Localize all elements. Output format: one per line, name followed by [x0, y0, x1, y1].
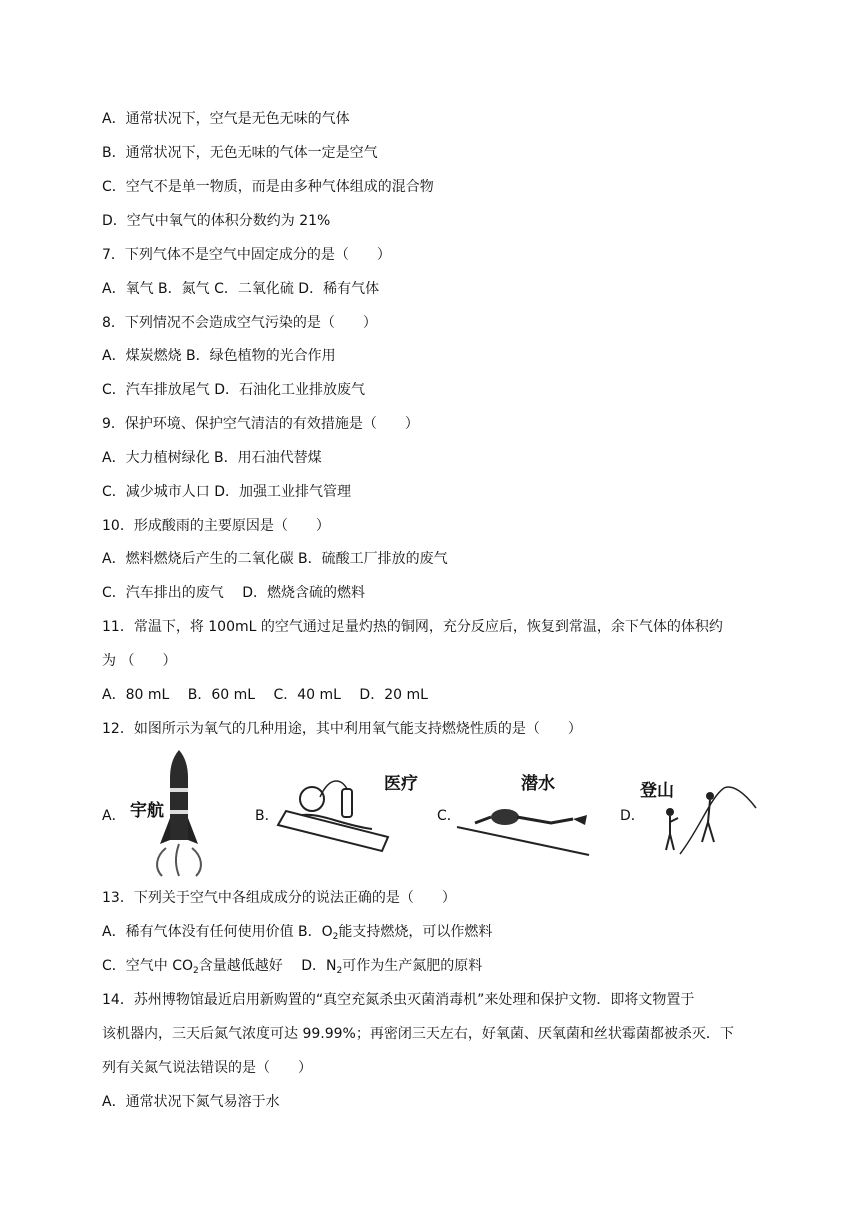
figure-label-diving: 潜水 [521, 774, 555, 794]
q9-options-ab: A．大力植树绿化 B．用石油代替煤 [102, 450, 322, 466]
q6-option-b: B．通常状况下，无色无味的气体一定是空气 [102, 145, 378, 161]
figure-label-space: 宇航 [130, 801, 164, 821]
rocket-illustration [126, 748, 232, 878]
q14-option-a: A．通常状况下氮气易溶于水 [102, 1094, 280, 1110]
q13-options-cd: C．空气中 $CO_2$含量越低越好 D．$N_2$可作为生产氮肥的原料 [102, 958, 483, 976]
figure-label-climbing: 登山 [640, 781, 674, 801]
q8-options-ab: A．煤炭燃烧 B．绿色植物的光合作用 [102, 348, 336, 364]
medical-illustration [272, 765, 422, 857]
q10-options-ab: A．燃料燃烧后产生的二氧化碳 B．硫酸工厂排放的废气 [102, 551, 448, 567]
q14-stem-cont2: 列有关氮气说法错误的是（ ） [102, 1060, 312, 1076]
q11-options: A．80 mL B．60 mL C．40 mL D．20 mL [102, 687, 428, 703]
q9-stem: 9．保护环境、保护空气清洁的有效措施是（ ） [102, 416, 419, 432]
diving-illustration [455, 765, 590, 860]
climbing-illustration [640, 768, 758, 858]
q10-options-cd: C．汽车排出的废气 D．燃烧含硫的燃料 [102, 585, 366, 601]
q14-stem-cont: 该机器内，三天后氮气浓度可达 99.99%；再密闭三天左右，好氧菌、厌氧菌和丝状霉菌都被杀灭．下 [102, 1026, 734, 1042]
q10-stem: 10．形成酸雨的主要原因是（ ） [102, 518, 330, 534]
q7-options: A．氧气 B．氮气 C．二氧化硫 D．稀有气体 [102, 281, 380, 297]
q8-stem: 8．下列情况不会造成空气污染的是（ ） [102, 315, 377, 331]
q14-stem: 14．苏州博物馆最近启用新购置的“真空充氮杀虫灭菌消毒机”来处理和保护文物．即将文物置于 [102, 992, 695, 1008]
q9-options-cd: C．减少城市人口 D．加强工业排气管理 [102, 484, 352, 500]
q6-option-a: A．通常状况下，空气是无色无味的气体 [102, 111, 350, 127]
q6-option-d: D．空气中氧气的体积分数约为 21% [102, 213, 331, 229]
figure-label-medical: 医疗 [384, 774, 418, 794]
q7-stem: 7．下列气体不是空气中固定成分的是（ ） [102, 247, 391, 263]
q13-options-ab: A．稀有气体没有任何使用价值 B．$O_2$能支持燃烧，可以作燃料 [102, 924, 493, 942]
q11-stem-cont: 为 （ ） [102, 653, 177, 669]
q12-option-d-label: D． [620, 808, 645, 824]
q12-stem: 12．如图所示为氧气的几种用途，其中利用氧气能支持燃烧性质的是（ ） [102, 721, 582, 737]
q12-option-b-label: B． [255, 808, 279, 824]
q12-option-a-label: A． [102, 808, 126, 824]
q11-stem: 11．常温下，将 100mL 的空气通过足量灼热的铜网，充分反应后，恢复到常温，余下气体的体积约 [102, 619, 723, 635]
q13-stem: 13．下列关于空气中各组成成分的说法正确的是（ ） [102, 890, 456, 906]
q6-option-c: C．空气不是单一物质，而是由多种气体组成的混合物 [102, 179, 434, 195]
q8-options-cd: C．汽车排放尾气 D．石油化工业排放废气 [102, 382, 366, 398]
q12-option-c-label: C． [437, 808, 461, 824]
